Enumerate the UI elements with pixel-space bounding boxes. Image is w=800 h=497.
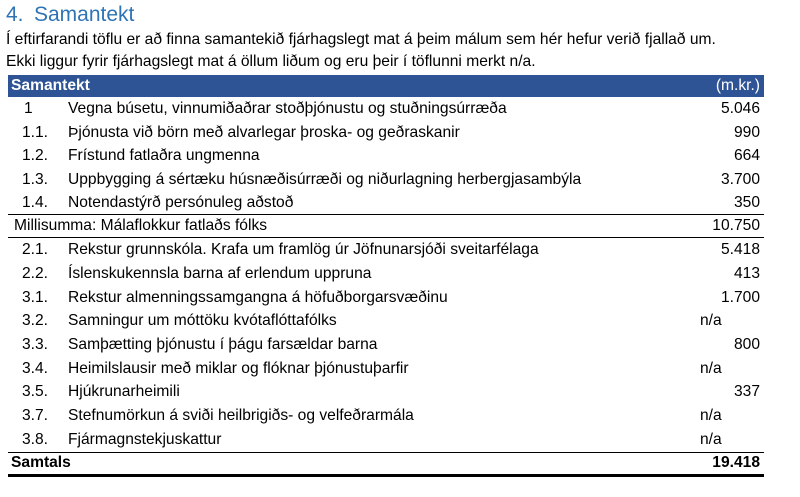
row-code: 3.3. bbox=[22, 336, 49, 354]
row-label: Samþætting þjónustu í þágu farsældar barna bbox=[68, 336, 378, 354]
row-label: Rekstur almenningssamgangna á höfuðborgarsvæðinu bbox=[68, 288, 448, 306]
row-code: 2.2. bbox=[22, 264, 49, 282]
row-label: Heimilslausir með miklar og flóknar þjónustuþarfir bbox=[68, 359, 409, 377]
table-row bbox=[8, 310, 764, 334]
row-value: 5.046 bbox=[720, 99, 760, 117]
row-label: Íslenskukennsla barna af erlendum uppruna bbox=[68, 264, 372, 282]
row-na: n/a bbox=[700, 407, 722, 425]
table-row bbox=[8, 121, 764, 145]
section-heading bbox=[6, 2, 134, 28]
row-value: 664 bbox=[733, 147, 760, 165]
row-value: 337 bbox=[733, 383, 760, 401]
row-na: n/a bbox=[700, 430, 722, 448]
row-label: Hjúkrunarheimili bbox=[68, 383, 180, 401]
row-code: 1 bbox=[24, 99, 33, 117]
row-label: Uppbygging á sértæku húsnæðisúrræði og niðurlagning herbergjasambýla bbox=[68, 170, 582, 188]
table-header bbox=[8, 75, 764, 97]
row-value: 3.700 bbox=[720, 170, 760, 188]
section-title: Samantekt bbox=[34, 3, 135, 26]
section-number: 4. bbox=[6, 3, 24, 26]
intro-line-2: Ekki liggur fyrir fjárhagslegt mat á öllum liðum og eru þeir í töflunni merkt n/a. bbox=[6, 53, 536, 70]
row-code: 3.8. bbox=[22, 430, 49, 448]
summary-table bbox=[8, 75, 764, 477]
table-row bbox=[8, 286, 764, 310]
row-code: 1.3. bbox=[22, 170, 49, 188]
row-value: 1.700 bbox=[720, 288, 760, 306]
row-label: Samningur um móttöku kvótaflóttafólks bbox=[68, 312, 337, 330]
table-row bbox=[8, 168, 764, 192]
intro-line-1: Í eftirfarandi töflu er að finna samantekið fjárhagslegt mat á þeim málum sem hér hefur verið fjallað um. bbox=[6, 31, 716, 48]
subtotal-row bbox=[8, 215, 764, 238]
table-row bbox=[8, 381, 764, 405]
row-code: 1.1. bbox=[22, 123, 49, 141]
total-row bbox=[8, 452, 764, 477]
row-value: 990 bbox=[733, 123, 760, 141]
row-code: 3.5. bbox=[22, 383, 49, 401]
row-value: 350 bbox=[733, 194, 760, 212]
row-na: n/a bbox=[700, 312, 722, 330]
row-na: n/a bbox=[700, 359, 722, 377]
row-label: Þjónusta við börn með alvarlegar þroska- og geðraskanir bbox=[68, 123, 460, 141]
table-header-unit: (m.kr.) bbox=[715, 77, 760, 94]
row-label: Vegna búsetu, vinnumiðaðrar stoðþjónustu og stuðningsúrræða bbox=[68, 99, 507, 117]
row-code: 1.2. bbox=[22, 147, 49, 165]
row-value: 800 bbox=[733, 336, 760, 354]
subtotal-label: Millisumma: Málaflokkur fatlaðs fólks bbox=[14, 217, 268, 235]
table-row bbox=[8, 428, 764, 452]
table-row bbox=[8, 404, 764, 428]
table-row bbox=[8, 192, 764, 216]
table-row bbox=[8, 333, 764, 357]
row-code: 3.1. bbox=[22, 288, 49, 306]
row-label: Notendastýrð persónuleg aðstoð bbox=[68, 194, 294, 212]
row-value: 413 bbox=[733, 264, 760, 282]
row-code: 3.2. bbox=[22, 312, 49, 330]
row-value: 5.418 bbox=[720, 241, 760, 259]
row-label: Frístund fatlaðra ungmenna bbox=[68, 147, 260, 165]
row-label: Stefnumörkun á sviði heilbrigiðs- og velfeðrarmála bbox=[68, 407, 414, 425]
table-row bbox=[8, 238, 764, 262]
table-row bbox=[8, 262, 764, 286]
table-row bbox=[8, 144, 764, 168]
row-code: 3.7. bbox=[22, 407, 49, 425]
row-code: 2.1. bbox=[22, 241, 49, 259]
table-row bbox=[8, 97, 764, 121]
intro-paragraph bbox=[6, 29, 796, 73]
row-label: Rekstur grunnskóla. Krafa um framlög úr Jöfnunarsjóði sveitarfélaga bbox=[68, 241, 539, 259]
row-code: 1.4. bbox=[22, 194, 49, 212]
row-label: Fjármagnstekjuskattur bbox=[68, 430, 222, 448]
row-code: 3.4. bbox=[22, 359, 49, 377]
table-row bbox=[8, 357, 764, 381]
total-label: Samtals bbox=[11, 454, 71, 472]
subtotal-value: 10.750 bbox=[712, 217, 760, 235]
table-header-title: Samantekt bbox=[11, 77, 90, 94]
total-value: 19.418 bbox=[712, 454, 760, 472]
